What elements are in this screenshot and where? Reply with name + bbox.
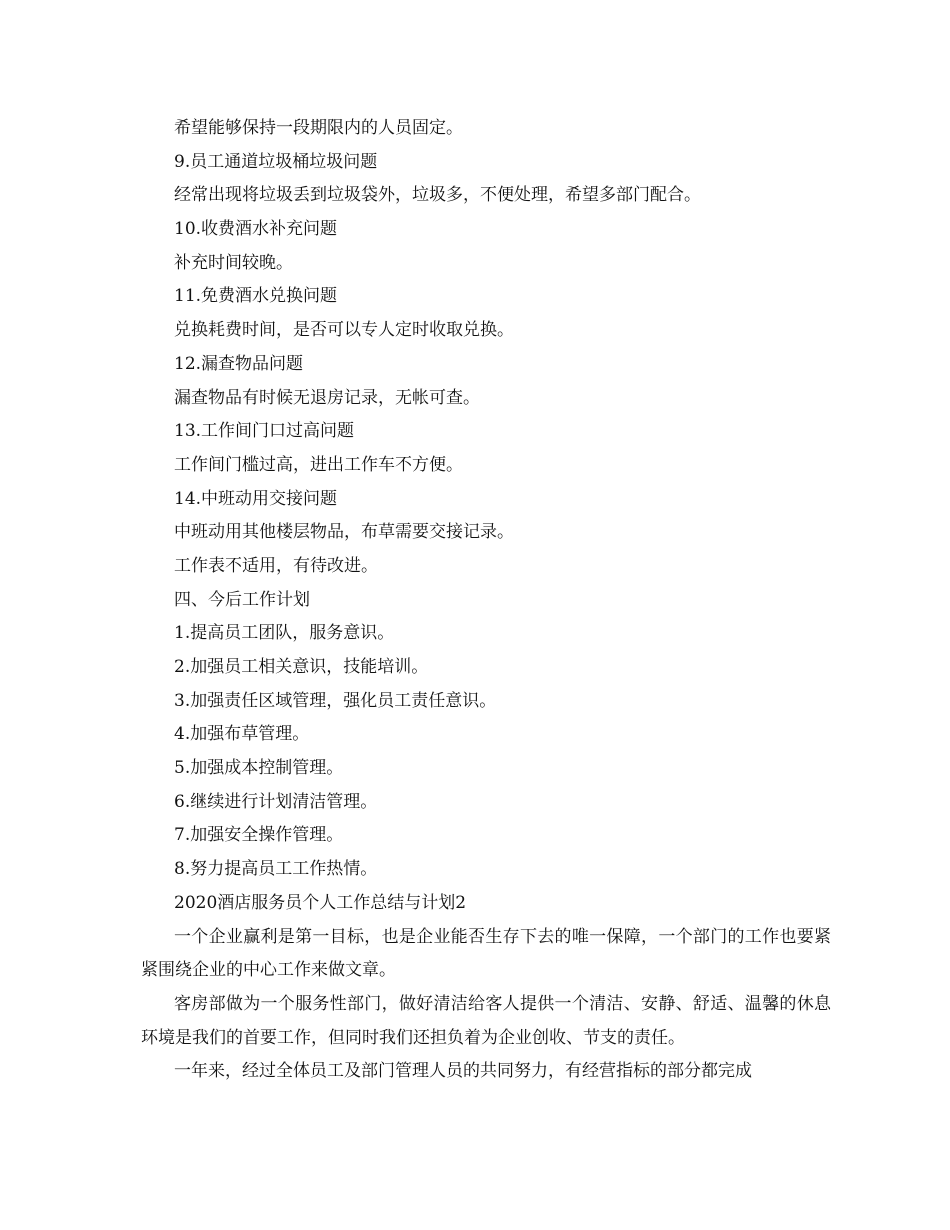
section-heading: 13.工作间门口过高问题 xyxy=(174,421,355,442)
plan-item: 3.加强责任区域管理，强化员工责任意识。 xyxy=(174,690,497,711)
body-paragraph: 一个企业赢利是第一目标，也是企业能否生存下去的唯一保障，一个部门的工作也要紧紧围绕企业的中心工作来做文章。 xyxy=(141,926,831,981)
text-line: 经常出现将垃圾丢到垃圾袋外，垃圾多，不便处理，希望多部门配合。 xyxy=(174,185,701,206)
body-paragraph: 一年来，经过全体员工及部门管理人员的共同努力，有经营指标的部分都完成 xyxy=(174,1061,752,1082)
text-line: 兑换耗费时间，是否可以专人定时收取兑换。 xyxy=(174,320,514,341)
section-heading: 9.员工通道垃圾桶垃圾问题 xyxy=(174,151,378,172)
text-line: 补充时间较晚。 xyxy=(174,252,293,273)
document-title: 2020酒店服务员个人工作总结与计划2 xyxy=(174,892,467,913)
body-paragraph: 客房部做为一个服务性部门，做好清洁给客人提供一个清洁、安静、舒适、温馨的休息环境是我们的首要工作，但同时我们还担负着为企业创收、节支的责任。 xyxy=(141,993,831,1048)
section-heading: 14.中班动用交接问题 xyxy=(174,488,338,509)
text-line: 工作间门槛过高，进出工作车不方便。 xyxy=(174,454,463,475)
plan-item: 2.加强员工相关意识，技能培训。 xyxy=(174,657,429,677)
document-body xyxy=(141,112,831,1089)
plan-item: 1.提高员工团队，服务意识。 xyxy=(174,623,395,644)
plan-item: 8.努力提高员工工作热情。 xyxy=(174,859,378,880)
plan-item: 6.继续进行计划清洁管理。 xyxy=(174,791,378,812)
plan-item: 7.加强安全操作管理。 xyxy=(174,825,344,846)
text-line: 中班动用其他楼层物品，布草需要交接记录。 xyxy=(174,522,514,543)
text-line: 希望能够保持一段期限内的人员固定。 xyxy=(174,118,463,138)
section-heading: 11.免费酒水兑换问题 xyxy=(174,286,338,307)
plan-item: 4.加强布草管理。 xyxy=(174,724,310,745)
text-line: 工作表不适用，有待改进。 xyxy=(174,555,378,576)
text-line: 漏查物品有时候无退房记录，无帐可查。 xyxy=(174,387,480,408)
section-heading: 12.漏查物品问题 xyxy=(174,353,304,374)
section-heading: 10.收费酒水补充问题 xyxy=(174,219,338,240)
section-heading: 四、今后工作计划 xyxy=(174,589,310,610)
plan-item: 5.加强成本控制管理。 xyxy=(174,758,344,779)
